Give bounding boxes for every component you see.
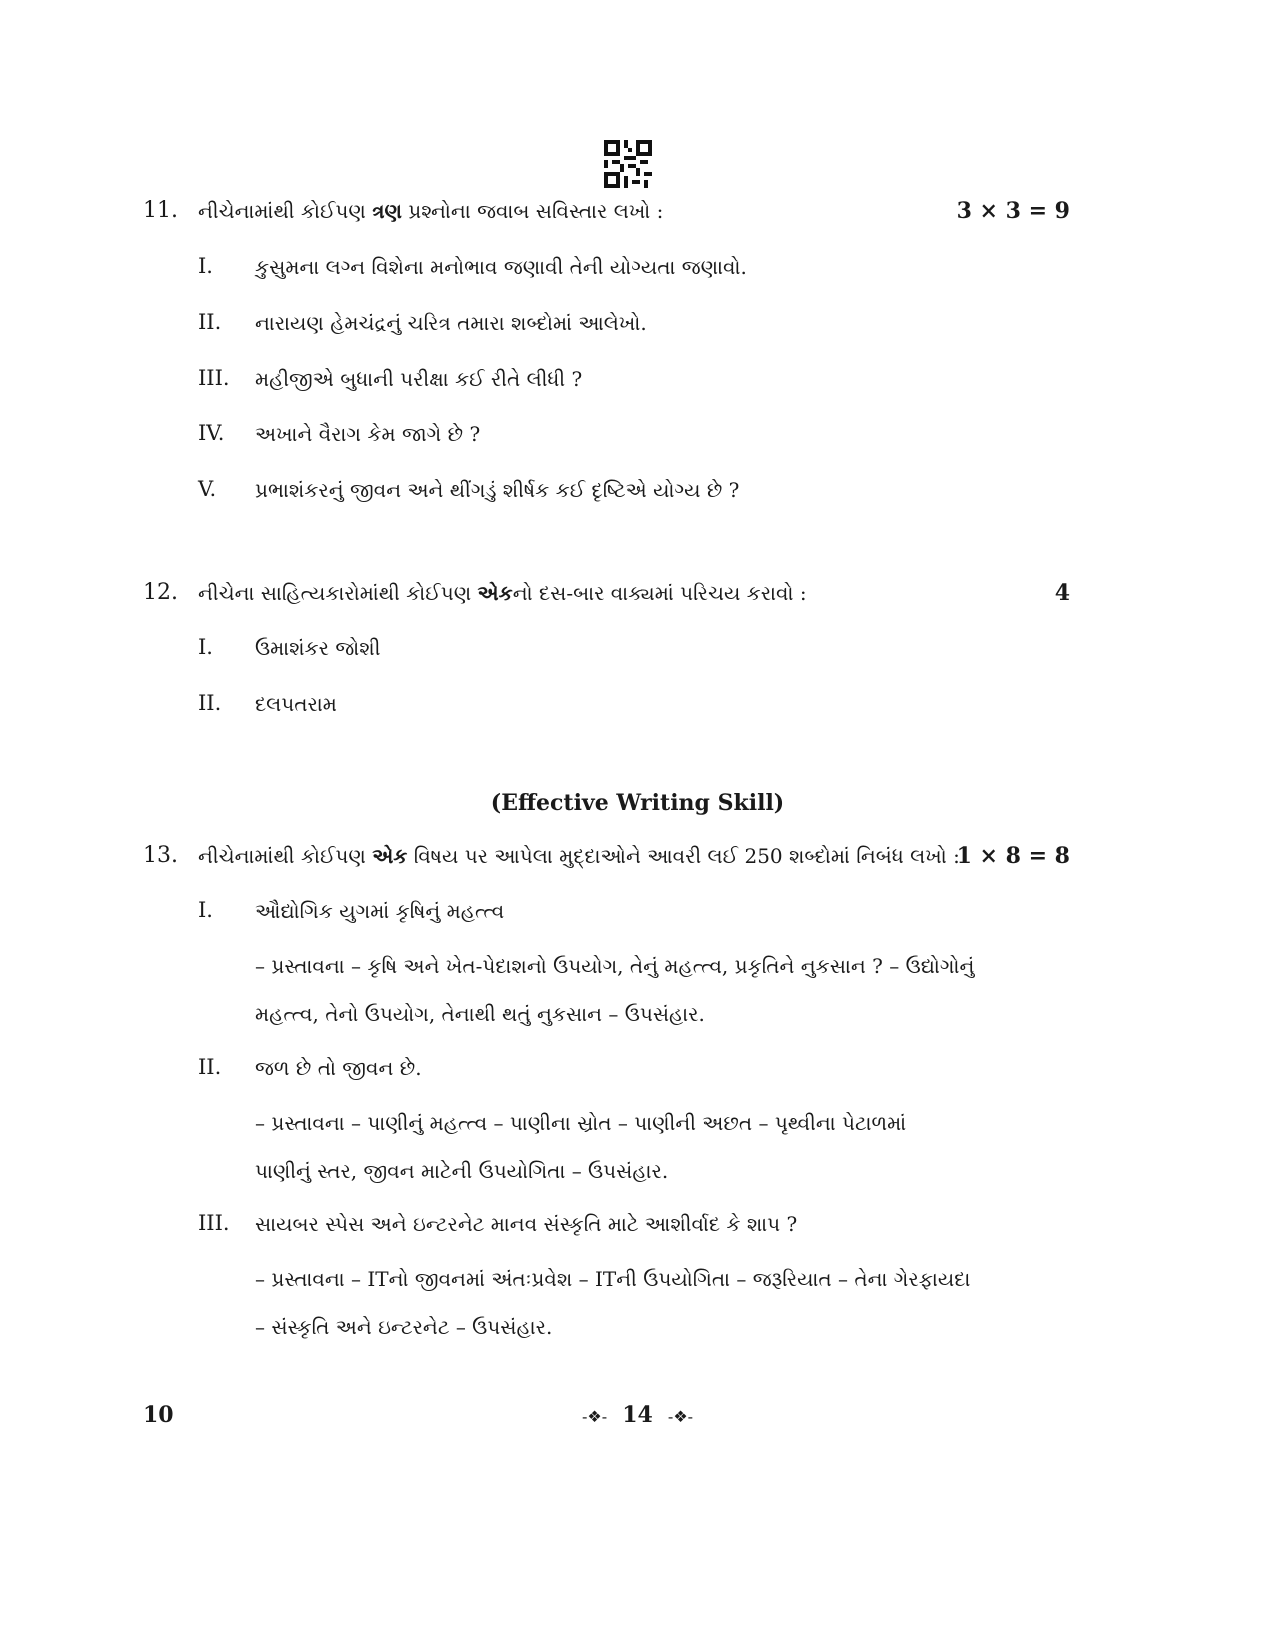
essay-title: જળ છે તો જીવન છે. [255,1056,422,1080]
question-marks: 3 × 3 = 9 [956,198,1070,224]
option-numeral: III. [198,366,230,390]
option-numeral: I. [198,254,213,278]
essay-numeral: III. [198,1211,230,1235]
option-numeral: IV. [198,421,225,445]
question-text: નીચેના સાહિત્યકારોમાંથી કોઈપણ એકનો દસ-બાર વાક્યમાં પરિચય કરાવો : [198,581,807,605]
question-marks: 1 × 8 = 8 [956,843,1070,869]
option-numeral: II. [198,691,222,715]
option-text: પ્રભાશંકરનું જીવન અને થીંગડું શીર્ષક કઈ દૃષ્ટિએ યોગ્ય છે ? [255,478,740,502]
paper-code: 10 [143,1402,174,1428]
essay-numeral: I. [198,898,213,922]
essay-points: – પ્રસ્તાવના – કૃષિ અને ખેત-પેદાશનો ઉપયોગ, તેનું મહત્ત્વ, પ્રકૃતિને નુકસાન ? – ઉદ્યોગોનું [255,954,975,978]
page-number: 14 [622,1402,653,1428]
ornament-icon: -❖- [667,1407,694,1426]
option-text: કુસુમના લગ્ન વિશેના મનોભાવ જણાવી તેની યોગ્યતા જણાવો. [255,255,747,279]
option-text: નારાયણ હેમચંદ્રનું ચરિત્ર તમારા શબ્દોમાં આલેખો. [255,311,647,335]
option-text: મહીજીએ બુધાની પરીક્ષા કઈ રીતે લીધી ? [255,367,583,391]
essay-numeral: II. [198,1055,222,1079]
essay-points: – સંસ્કૃતિ અને ઇન્ટરનેટ – ઉપસંહાર. [255,1315,553,1339]
option-text: અખાને વૈરાગ કેમ જાગે છે ? [255,422,481,446]
essay-title: ઔદ્યોગિક યુગમાં કૃષિનું મહત્ત્વ [255,899,505,923]
question-text: નીચેનામાંથી કોઈપણ એક વિષય પર આપેલા મુદ્દાઓને આવરી લઈ 250 શબ્દોમાં નિબંધ લખો : [198,844,960,868]
option-numeral: II. [198,310,222,334]
page-number-footer [0,1402,1275,1428]
essay-title: સાયબર સ્પેસ અને ઇન્ટરનેટ માનવ સંસ્કૃતિ માટે આશીર્વાદ કે શાપ ? [255,1212,798,1236]
question-text: નીચેનામાંથી કોઈપણ ત્રણ પ્રશ્નોના જવાબ સવિસ્તાર લખો : [198,199,664,223]
section-heading: (Effective Writing Skill) [490,790,785,816]
question-number: 11. [143,198,178,223]
question-marks: 4 [1054,580,1070,606]
option-text: ઉમાશંકર જોશી [255,636,381,660]
essay-points: પાણીનું સ્તર, જીવન માટેની ઉપયોગિતા – ઉપસંહાર. [255,1159,669,1183]
essay-points: – પ્રસ્તાવના – પાણીનું મહત્ત્વ – પાણીના સ્રોત – પાણીની અછત – પૃથ્વીના પેટાળમાં [255,1111,907,1135]
option-numeral: I. [198,635,213,659]
option-numeral: V. [198,477,217,501]
question-number: 12. [143,580,178,605]
ornament-icon: -❖- [581,1407,608,1426]
essay-points: – પ્રસ્તાવના – ITનો જીવનમાં અંતઃપ્રવેશ – ITની ઉપયોગિતા – જરૂરિયાત – તેના ગેરફાયદા [255,1267,971,1291]
qr-code-icon [604,140,652,188]
question-number: 13. [143,843,178,868]
essay-points: મહત્ત્વ, તેનો ઉપયોગ, તેનાથી થતું નુકસાન – ઉપસંહાર. [255,1002,705,1026]
option-text: દલપતરામ [255,692,337,716]
